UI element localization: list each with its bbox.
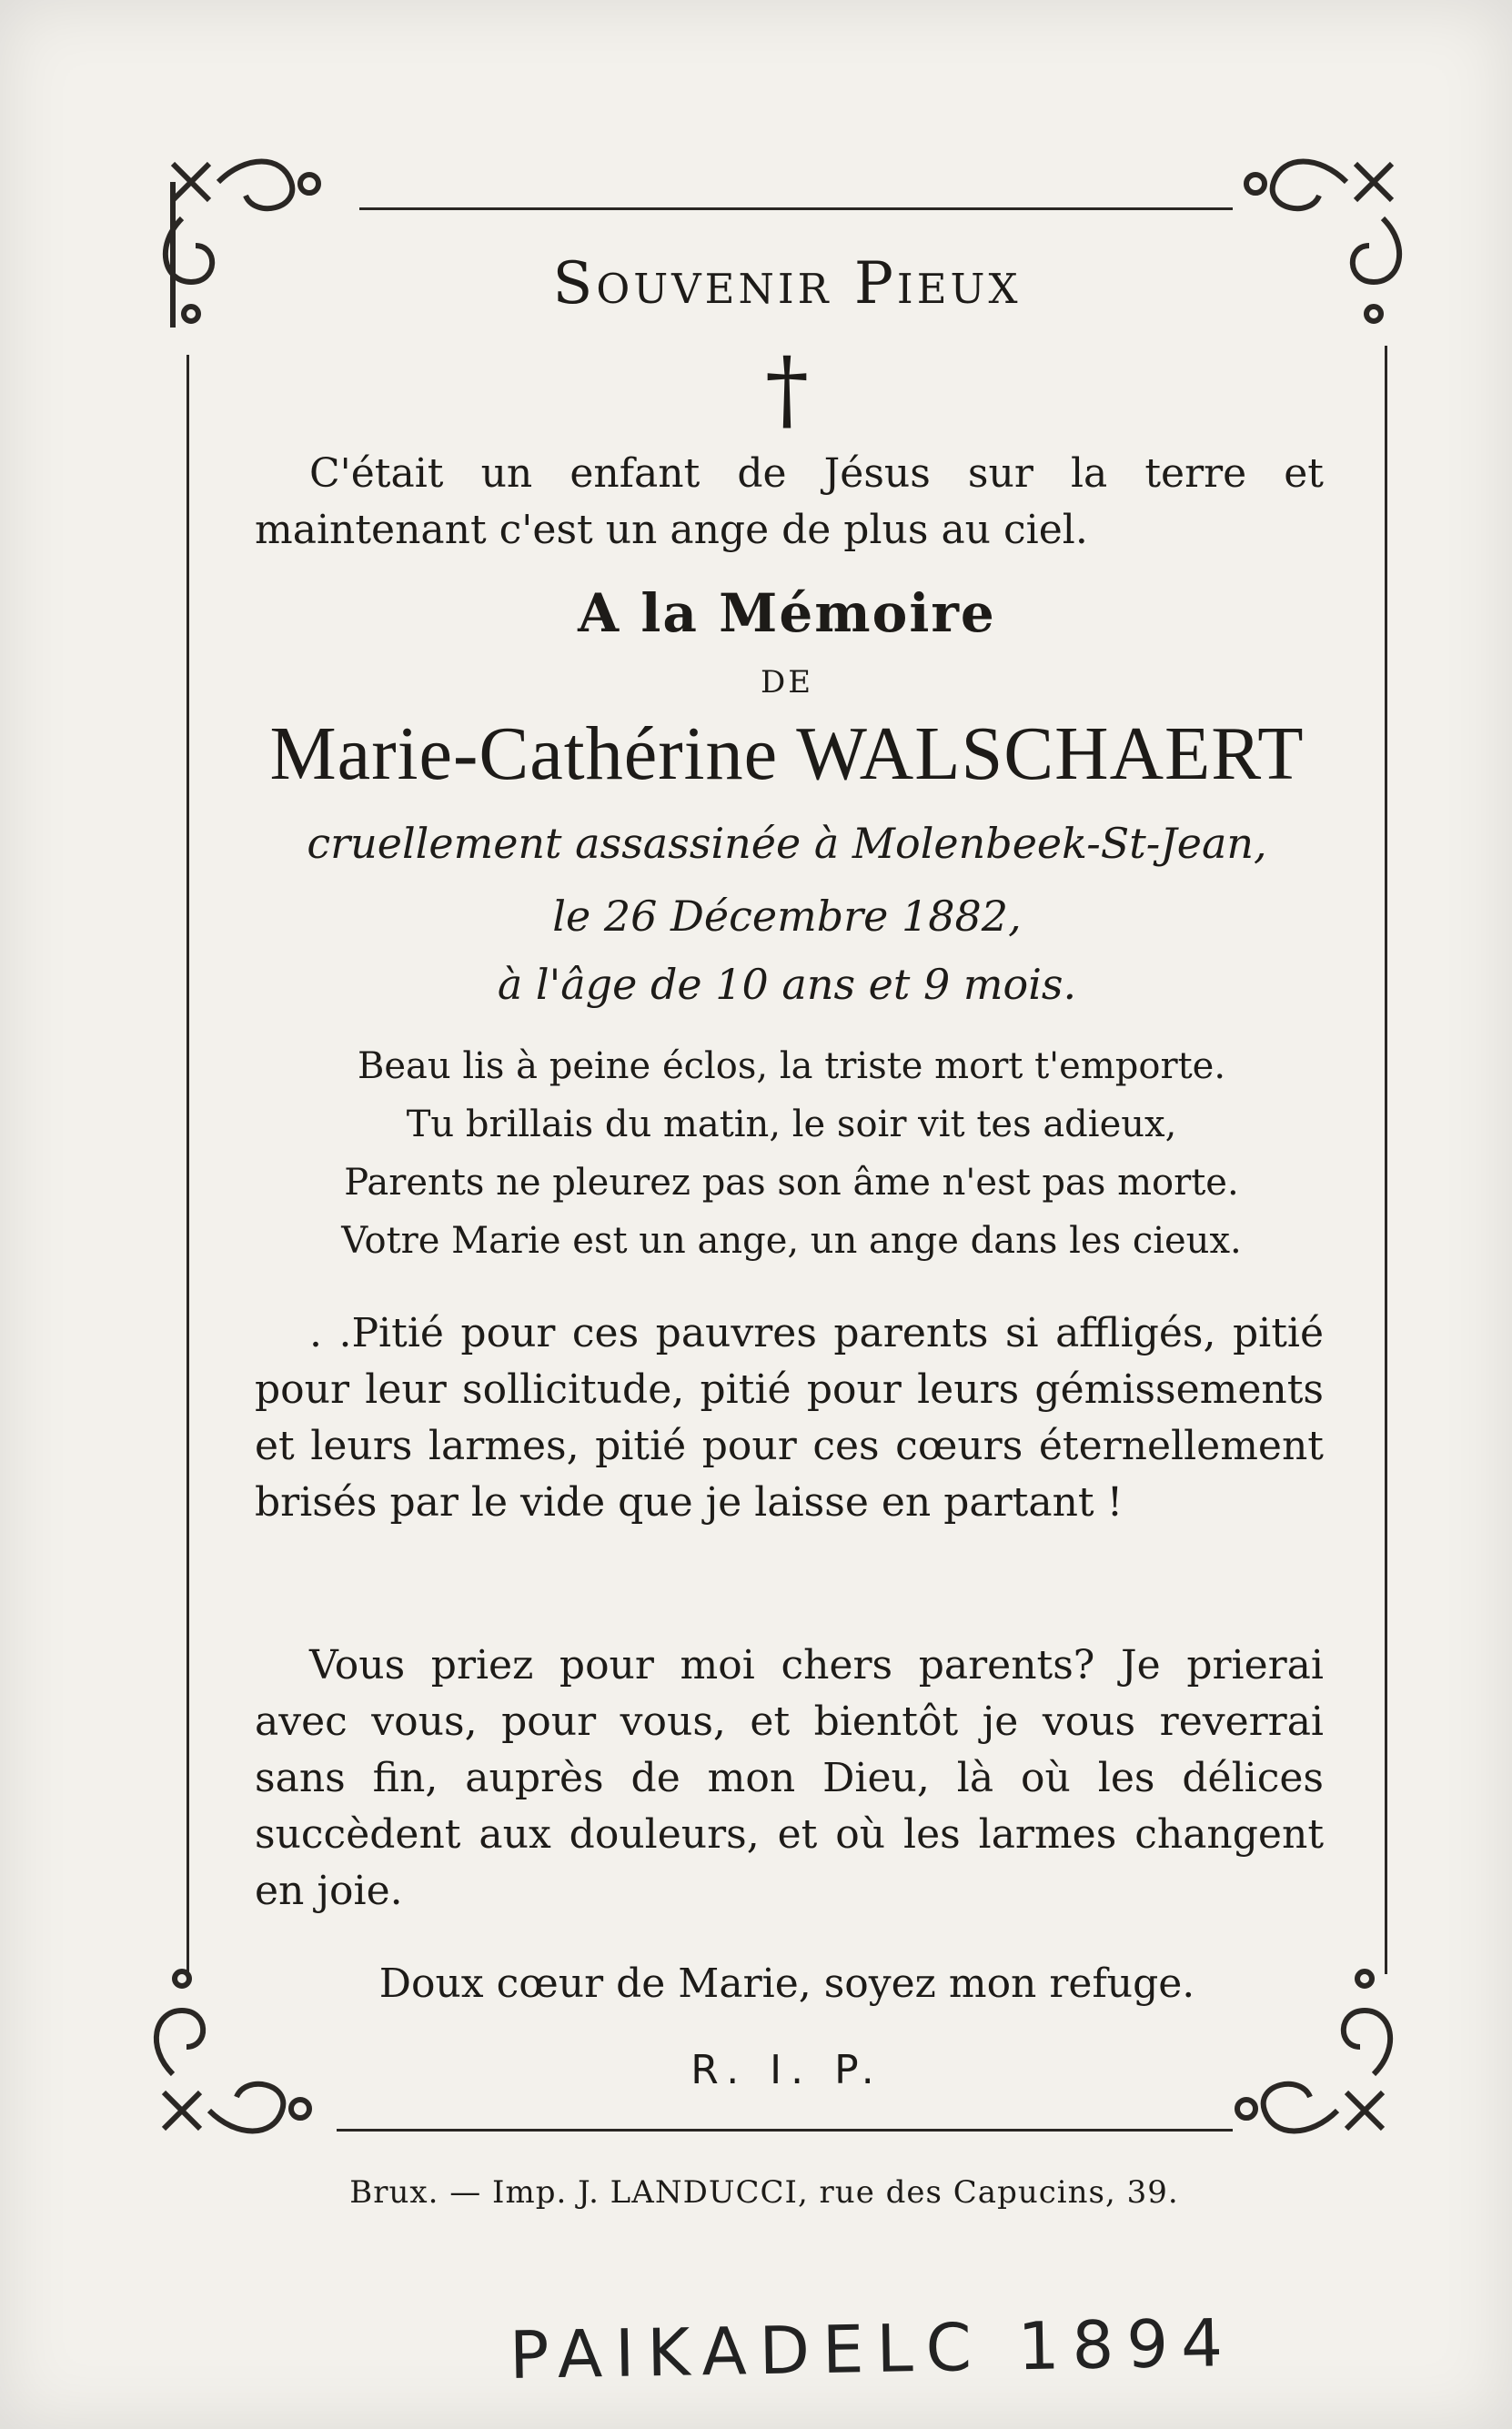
frame-top-rule <box>359 207 1233 210</box>
prayer-line: Doux cœur de Marie, soyez mon refuge. <box>378 1960 1195 2007</box>
poem-line: Parents ne pleurez pas son âme n'est pas morte. <box>344 1162 1239 1204</box>
frame-left-rule <box>186 355 189 1974</box>
frame-right-rule <box>1385 346 1387 1974</box>
de-label: DE <box>760 664 814 700</box>
cross-icon: † <box>765 338 809 440</box>
poem-line: Beau lis à peine éclos, la triste mort t'emporte. <box>357 1045 1226 1087</box>
memoire-heading: A la Mémoire <box>578 582 996 644</box>
body-paragraph-2: Vous priez pour moi chers parents? Je prierai avec vous, pour vous, et bientôt je vous reverrai sans fin, auprès de mon Dieu, là où les délices succèdent aux douleurs, et où les larmes changent en joie. <box>255 1642 1324 1914</box>
rip-label: R. I. P. <box>690 2047 883 2093</box>
poem-line: Tu brillais du matin, le soir vit tes adieux, <box>406 1104 1177 1145</box>
subtitle-age: à l'âge de 10 ans et 9 mois. <box>497 960 1077 1009</box>
poem-line: Votre Marie est un ange, un ange dans les cieux. <box>341 1220 1242 1262</box>
subtitle-circumstance: cruellement assassinée à Molenbeek-St-Jean, <box>307 819 1267 868</box>
poem <box>273 1037 1310 1270</box>
printer-imprint: Brux. — Imp. J. LANDUCCI, rue des Capucins, 39. <box>349 2174 1179 2211</box>
subtitle-date: le 26 Décembre 1882, <box>552 892 1022 941</box>
deceased-name: Marie-Cathérine WALSCHAERT <box>269 711 1305 796</box>
frame-bottom-rule <box>337 2129 1233 2132</box>
body-paragraph-1: . .Pitié pour ces pauvres parents si affligés, pitié pour leur sollicitude, pitié pour leurs gémissements et leurs larmes, pitié pour ces cœurs éternellement brisés par le vide que je laisse en partant ! <box>255 1310 1324 1526</box>
card-heading: Souvenir Pieux <box>552 250 1022 317</box>
handwritten-note: PAIKADELC 1894 <box>509 2304 1236 2394</box>
intro-text: C'était un enfant de Jésus sur la terre et maintenant c'est un ange de plus au ciel. <box>255 450 1324 553</box>
